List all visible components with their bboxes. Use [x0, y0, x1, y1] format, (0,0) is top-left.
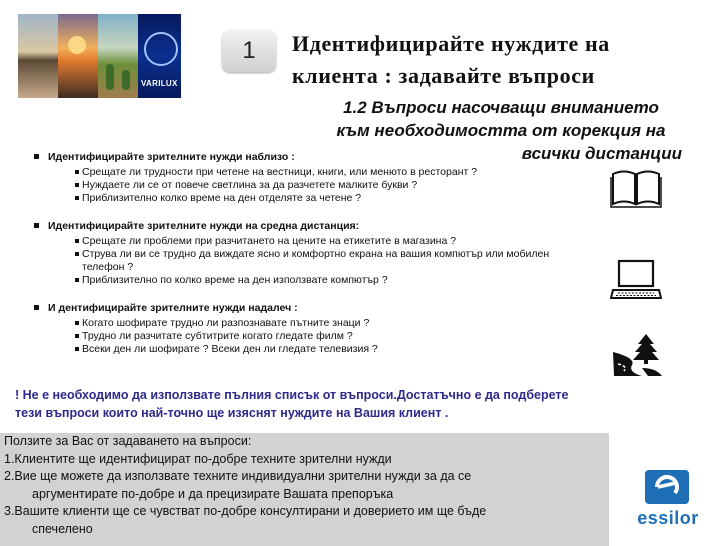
- question-item: [75, 274, 575, 287]
- question-text: Срещате ли трудности при четене на вестници, книги, или менюто в ресторант ?: [82, 166, 478, 178]
- question-item: [75, 317, 590, 330]
- square-bullet-icon: [75, 239, 79, 243]
- question-text: Срещате ли проблеми при разчитането на цените на етикетите в магазина ?: [82, 235, 457, 247]
- essilor-wordmark: essilor: [637, 508, 699, 528]
- benefit-line: 3.Вашите клиенти ще се чувстват по-добре консултирани и доверието им ще бъде: [4, 504, 487, 518]
- note-line: тези въпроси които най-точно ще изяснят нуждите на Вашия клиент .: [15, 406, 449, 420]
- advice-note: [15, 386, 675, 422]
- question-text: Нуждаете ли се от повече светлина за да разчетете малките букви ?: [82, 179, 418, 191]
- benefit-line: 2.Вие ще можете да използвате техните индивидуални зрителни нужди за да се: [4, 469, 472, 483]
- subtitle-line: към необходимостта от корекция на: [336, 121, 666, 140]
- square-bullet-icon: [75, 196, 79, 200]
- essilor-logo: [623, 470, 713, 530]
- benefit-line: 1.Клиентите ще идентифицират по-добре техните зрителни нужди: [4, 451, 392, 466]
- question-text: Всеки ден ли шофирате ? Всеки ден ли гледате телевизия ?: [82, 343, 378, 355]
- laptop-icon: [610, 258, 662, 302]
- section-heading: [30, 301, 590, 315]
- benefit-line: аргументирате по-добре и да прецизирате Вашата препоръка: [32, 486, 394, 501]
- square-bullet-icon: [75, 183, 79, 187]
- question-item: [75, 179, 590, 192]
- square-bullet-icon: [75, 278, 79, 282]
- subtitle-line: всички дистанции: [521, 144, 682, 163]
- section-heading-text: Идентифицирайте зрителните нужди наблизо :: [48, 151, 295, 163]
- square-bullet-icon: [75, 252, 79, 256]
- section-heading-text: И дентифицирайте зрителните нужди надалеч :: [48, 302, 298, 314]
- varilux-brand-text: VARILUX: [141, 79, 178, 88]
- road-icon: [612, 332, 662, 376]
- section-heading-text: Идентифицирайте зрителните нужди на средна дистанция:: [48, 220, 360, 232]
- section-heading: [30, 219, 590, 233]
- section-heading: [30, 150, 590, 164]
- benefit-line: спечелено: [32, 521, 93, 536]
- sun-shape: [68, 36, 86, 54]
- question-list: [75, 317, 590, 356]
- cactus-shape: [106, 64, 114, 90]
- question-item: [75, 235, 575, 248]
- question-list: [75, 166, 590, 205]
- header-photo-strip: [18, 14, 181, 98]
- varilux-brand-panel: [138, 14, 181, 98]
- square-bullet-icon: [34, 223, 39, 228]
- question-item: [75, 248, 575, 274]
- question-item: [75, 166, 590, 179]
- lake-photo: [18, 14, 58, 98]
- square-bullet-icon: [75, 321, 79, 325]
- square-bullet-icon: [34, 154, 39, 159]
- question-text: Приблизително колко време на ден отделяте за четене ?: [82, 192, 362, 204]
- cactus-shape: [122, 70, 130, 90]
- square-bullet-icon: [34, 305, 39, 310]
- question-item: [75, 343, 590, 356]
- square-bullet-icon: [75, 347, 79, 351]
- benefits-panel: [0, 433, 609, 546]
- book-icon: [610, 168, 662, 208]
- question-text: Трудно ли разчитате субтитрите когато гледате филм ?: [82, 330, 353, 342]
- square-bullet-icon: [75, 334, 79, 338]
- question-list: [75, 235, 575, 287]
- square-bullet-icon: [75, 170, 79, 174]
- step-number-badge: 1: [222, 30, 276, 72]
- far-vision-section: [30, 301, 590, 356]
- subtitle-line: 1.2 Въпроси насочващи вниманието: [343, 98, 659, 117]
- essilor-badge-icon: [645, 470, 689, 504]
- cactus-photo: [98, 14, 138, 98]
- near-vision-section: [30, 150, 590, 205]
- question-text: Когато шофирате трудно ли разпознавате пътните знаци ?: [82, 317, 370, 329]
- varilux-50-emblem: [144, 32, 178, 66]
- question-text: Струва ли ви се трудно да виждате ясно и комфортно екрана на вашия компютър или мобилен телефон ?: [82, 248, 550, 273]
- title-line: Идентифицирайте нуждите на: [292, 31, 610, 56]
- question-text: Приблизително по колко време на ден използвате компютър ?: [82, 274, 388, 286]
- note-line: ! Не е необходимо да използвате пълния списък от въпроси.Достатъчно е да подберете: [15, 388, 569, 402]
- sunset-photo: [58, 14, 98, 98]
- intermediate-vision-section: [30, 219, 590, 287]
- question-sections: [30, 150, 590, 366]
- page-title: [292, 28, 722, 92]
- title-line: клиента : задавайте въпроси: [292, 63, 595, 88]
- benefit-line: Ползите за Вас от задаването на въпроси:: [4, 434, 252, 448]
- question-item: [75, 330, 590, 343]
- question-item: [75, 192, 590, 205]
